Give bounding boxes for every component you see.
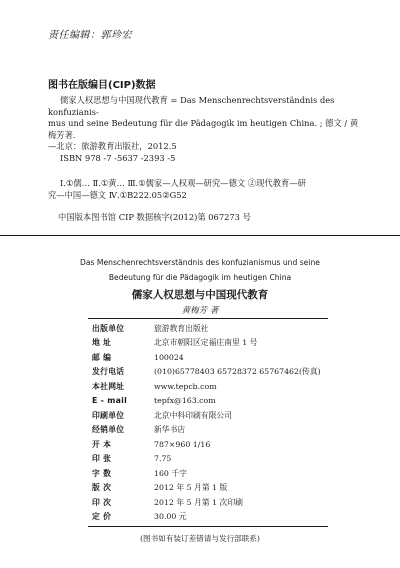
- info-label: 本社网址: [92, 381, 125, 391]
- info-value: 160 千字: [154, 468, 187, 478]
- info-label: 印刷单位: [92, 410, 125, 420]
- info-label: 印 次: [92, 497, 112, 507]
- publication-info-table: [88, 318, 328, 527]
- info-value: 2012 年 5 月第 1 次印刷: [154, 497, 243, 507]
- info-value: www.tepcb.com: [154, 381, 217, 391]
- cip-classification: [48, 177, 366, 201]
- author-line: 黄梅芳 著: [181, 306, 219, 316]
- info-row: [88, 481, 328, 496]
- info-value: (010)65778403 65728372 65767462(传真): [154, 367, 321, 377]
- cip-class-line: Ⅰ.①儒… Ⅱ.①黄… Ⅲ.①儒家—人权观—研究—德文 ②现代教育—研: [60, 178, 306, 188]
- german-title-line: Bedeutung für die Pädagogik im heutigen China: [108, 273, 292, 282]
- cip-line: —北京：旅游教育出版社，2012.5: [48, 141, 177, 151]
- info-value: 30.00 元: [154, 512, 187, 522]
- info-label: 发行电话: [92, 367, 125, 377]
- info-value: 北京中科印刷有限公司: [154, 410, 232, 420]
- info-label: E - mail: [92, 396, 128, 406]
- chinese-title: 儒家人权思想与中国现代教育: [131, 289, 269, 301]
- info-label: 字 数: [92, 468, 112, 478]
- info-row: [88, 437, 328, 452]
- info-row: [88, 350, 328, 365]
- info-label: 定 价: [92, 512, 112, 522]
- info-label: 印 张: [92, 454, 112, 464]
- info-row: [88, 510, 328, 525]
- info-row: [88, 452, 328, 467]
- binding-error-notice: (图书如有装订差错请与发行部联系): [140, 534, 260, 543]
- info-row: [88, 321, 328, 336]
- cip-class-line: 究—中国—德文 Ⅳ.①B222.05②G52: [48, 190, 187, 200]
- info-value: 旅游教育出版社: [154, 323, 209, 333]
- info-row: [88, 408, 328, 423]
- info-row: [88, 495, 328, 510]
- info-value: 100024: [154, 352, 184, 362]
- cip-record-number: 中国版本图书馆 CIP 数据核字(2012)第 067273 号: [58, 212, 251, 222]
- info-row: [88, 394, 328, 409]
- info-row: [88, 423, 328, 438]
- info-label: 出版单位: [92, 323, 125, 333]
- info-value: 787×960 1/16: [154, 439, 211, 449]
- info-label: 地 址: [92, 338, 112, 348]
- cip-line: ISBN 978 -7 -5637 -2393 -5: [60, 152, 176, 163]
- info-value: 2012 年 5 月第 1 版: [154, 483, 228, 493]
- divider-line: [0, 235, 400, 236]
- responsible-editor: 责任编辑：郭珍宏: [48, 30, 132, 41]
- cip-line: 儒家人权思想与中国现代教育 = Das Menschenrechtsverständnis des konfuzianis-: [48, 95, 335, 117]
- info-value: 北京市朝阳区定福庄南里 1 号: [154, 338, 258, 348]
- info-label: 经销单位: [92, 425, 125, 435]
- cip-heading: 图书在版编目(CIP)数据: [48, 80, 156, 91]
- info-row: [88, 336, 328, 351]
- cip-line: mus und seine Bedeutung für die Pädagogik im heutigen China. ; 德文 / 黄梅芳著.: [48, 118, 359, 140]
- info-row: [88, 466, 328, 481]
- info-value: 新华书店: [154, 425, 186, 435]
- info-row: [88, 379, 328, 394]
- info-value: tepfx@163.com: [154, 396, 216, 406]
- info-value: 7.75: [154, 454, 172, 464]
- info-row: [88, 365, 328, 380]
- german-title-line: Das Menschenrechtsverständnis des konfuzianismus und seine: [80, 258, 320, 267]
- cip-description: [48, 95, 366, 164]
- info-label: 版 次: [92, 483, 112, 493]
- info-label: 开 本: [92, 439, 112, 449]
- info-label: 邮 编: [92, 352, 112, 362]
